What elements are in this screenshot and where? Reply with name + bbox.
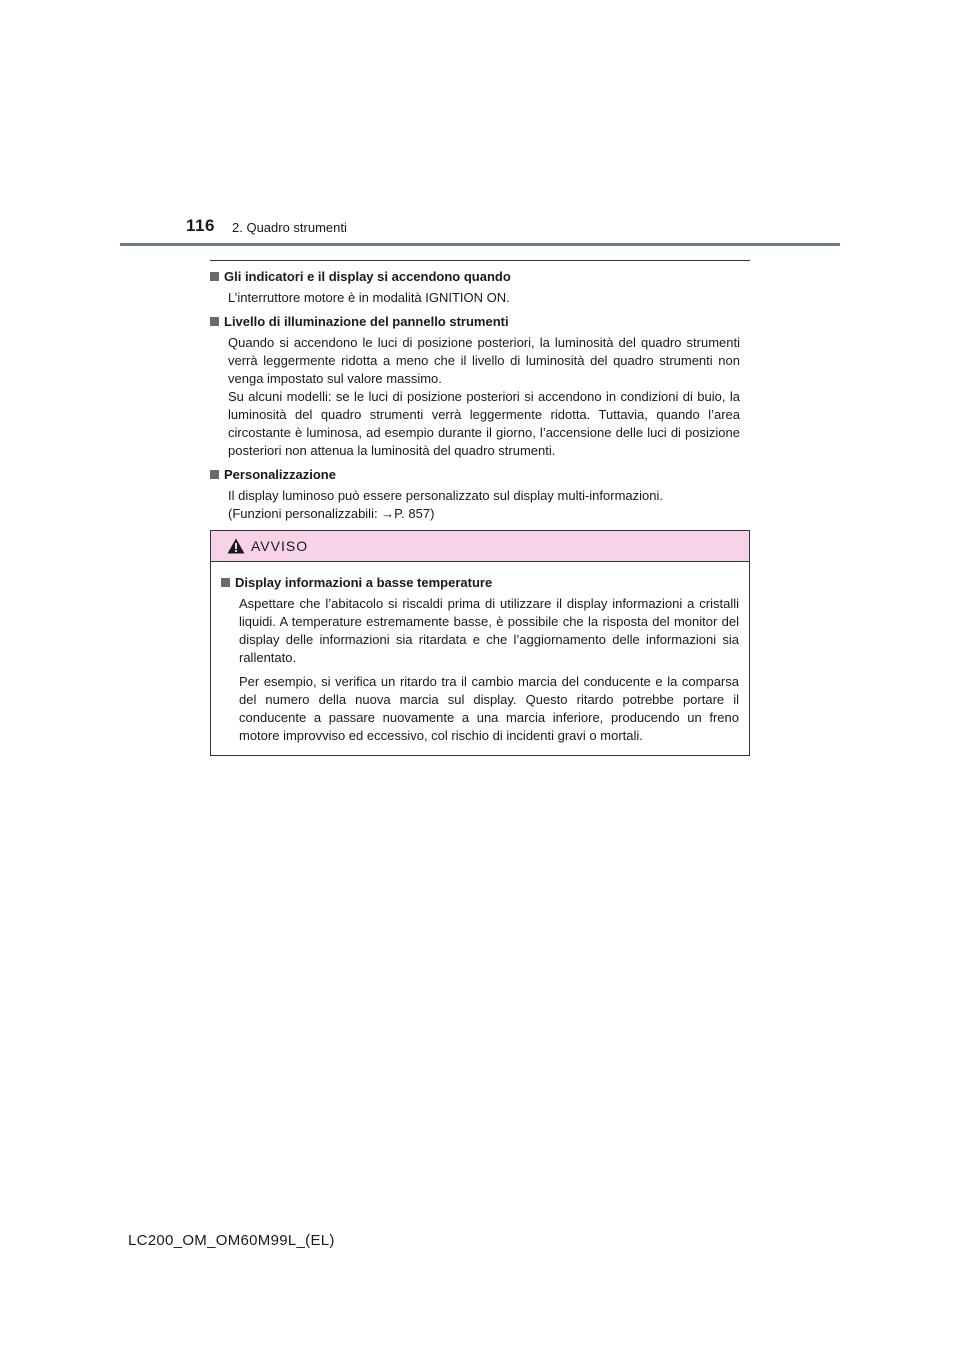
main-content — [210, 268, 740, 529]
section-heading-text: Livello di illuminazione del pannello strumenti — [224, 314, 509, 329]
section-heading-text: Personalizzazione — [224, 467, 336, 482]
section-heading-text: Gli indicatori e il display si accendono quando — [224, 269, 511, 284]
document-code: LC200_OM_OM60M99L_(EL) — [128, 1232, 335, 1249]
page-reference: (Funzioni personalizzabili: →P. 857) — [228, 506, 435, 521]
section-divider — [210, 260, 750, 261]
paragraph: Su alcuni modelli: se le luci di posizione posteriori si accendono in condizioni di buio, la luminosità del quadro strumenti verrà leggermente ridotta. Tuttavia, quando l’area circostante è luminosa, ad esempio durante il giorno, l’accensione delle luci di posizione posteriori non attenua la luminosità del quadro strumenti. — [228, 389, 740, 458]
section-body — [210, 289, 740, 307]
paragraph: Aspettare che l’abitacolo si riscaldi prima di utilizzare il display informazioni a cristalli liquidi. A temperature estremamente basse, è possibile che la risposta del monitor del display delle informazioni sia ritardata e che l’aggiornamento delle informazioni sia rallentato. — [239, 596, 739, 665]
warning-heading — [221, 574, 739, 592]
section-heading — [210, 268, 740, 286]
page-number: 116 — [186, 216, 215, 235]
paragraph: Il display luminoso può essere personalizzato sul display multi-informazioni. — [228, 488, 663, 503]
warning-heading-text: Display informazioni a basse temperature — [235, 575, 493, 590]
paragraph: Per esempio, si verifica un ritardo tra il cambio marcia del conducente e la comparsa del numero della nuova marcia sul display. Questo ritardo potrebbe portare il conducente a passare nuovamente a una marcia inferiore, producendo un freno motore improvviso ed eccessivo, col rischio di incidenti gravi o mortali. — [239, 674, 739, 743]
header-rule — [120, 243, 840, 246]
section-heading — [210, 313, 740, 331]
square-bullet-icon — [221, 578, 230, 587]
section-indicators-on — [210, 268, 740, 307]
paragraph: L’interruttore motore è in modalità IGNITION ON. — [228, 290, 510, 305]
section-customization — [210, 466, 740, 523]
square-bullet-icon — [210, 470, 219, 479]
chapter-title: 2. Quadro strumenti — [232, 220, 347, 235]
square-bullet-icon — [210, 272, 219, 281]
section-illumination-level — [210, 313, 740, 460]
warning-title: AVVISO — [251, 538, 309, 554]
section-body — [210, 334, 740, 460]
warning-triangle-icon — [227, 538, 245, 554]
section-heading — [210, 466, 740, 484]
square-bullet-icon — [210, 317, 219, 326]
warning-box — [210, 530, 750, 756]
warning-text — [221, 595, 739, 745]
warning-header — [211, 531, 749, 562]
paragraph: Quando si accendono le luci di posizione posteriori, la luminosità del quadro strumenti verrà leggermente ridotta a meno che il livello di luminosità del quadro strumenti non venga impostato sul valore massimo. — [228, 335, 740, 386]
section-body — [210, 487, 740, 523]
warning-body — [211, 562, 749, 745]
